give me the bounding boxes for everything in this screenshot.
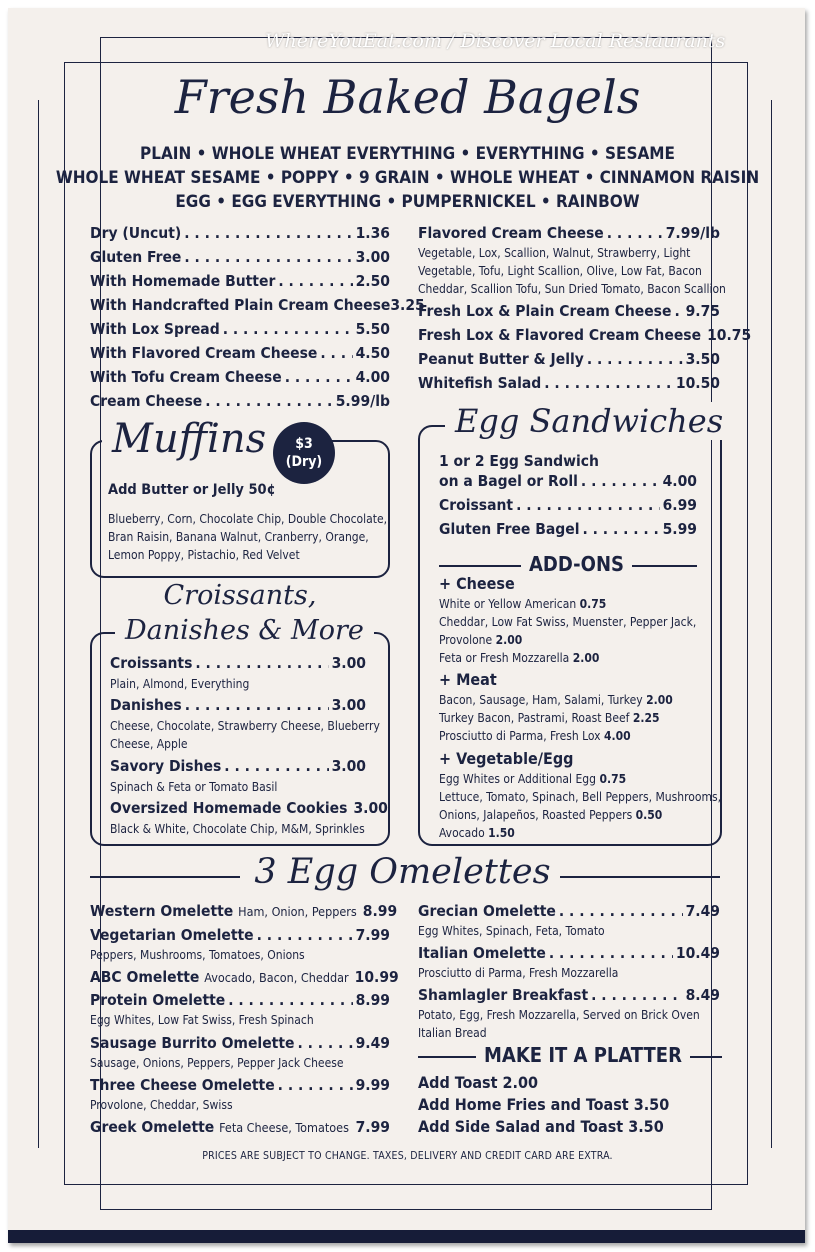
page-title: Fresh Baked Bagels [174,70,641,124]
addon-price: 2.00 [572,651,600,665]
item-price: 10.75 [707,326,752,344]
flavored-desc-3: Cheddar, Scallion Tofu, Sun Dried Tomato, Bacon Scallion [418,282,726,296]
addon-line [439,649,599,667]
item-price: 4.00 [355,368,390,386]
addon-price: 0.50 [635,808,663,822]
watermark: WhereYouEat.com / Discover Local Restaurants [265,30,726,52]
item-price: 8.99 [362,902,398,920]
menu-item [90,1034,390,1052]
addon-line [439,691,673,709]
menu-item [90,968,399,986]
addon-line [439,631,522,649]
item-price: 4.00 [662,472,697,490]
item-price: 4.50 [355,344,390,362]
menu-item [90,224,390,242]
item-desc: Potato, Egg, Fresh Mozzarella, Served on Brick Oven [418,1008,700,1022]
addon-veg-title: + Vegetable/Egg [439,749,574,768]
item-desc: Prosciutto di Parma, Fresh Mozzarella [418,966,619,980]
addon-price: 2.00 [495,633,523,647]
item-desc: Black & White, Chocolate Chip, M&M, Sprinkles [110,822,365,836]
item-name: With Lox Spread [90,320,220,338]
item-price: 3.00 [355,248,390,266]
menu-item [418,374,720,392]
item-price: 2.50 [355,272,390,290]
item-price: 7.49 [685,902,720,920]
item-name: Savory Dishes [110,757,222,775]
menu-item [90,1076,390,1094]
menu-item [90,991,390,1009]
item-price: 9.75 [685,302,720,320]
item-price: 10.49 [675,944,720,962]
menu-item [418,902,720,920]
addon-price: 0.75 [579,597,607,611]
item-price: 9.99 [355,1076,390,1094]
item-name: Greek Omelette [90,1118,215,1136]
menu-item [90,248,390,266]
menu-item [418,326,752,344]
item-price: 7.99 [355,926,390,944]
platter-title: MAKE IT A PLATTER [476,1043,690,1067]
muffins-flavors-2: Bran Raisin, Banana Walnut, Cranberry, Orange, [108,530,369,544]
item-desc: Italian Bread [418,1026,487,1040]
item-price: 3.00 [353,799,388,817]
item-name: Sausage Burrito Omelette [90,1034,295,1052]
addon-line: Lettuce, Tomato, Spinach, Bell Peppers, Mushrooms, [439,790,722,804]
menu-item [418,350,720,368]
bottom-bar [8,1230,805,1243]
item-name: Gluten Free Bagel [439,520,580,538]
item-price: 9.49 [355,1034,390,1052]
item-name: Fresh Lox & Plain Cream Cheese [418,302,672,320]
menu-item [90,1118,390,1136]
croissants-title-1: Croissants, [163,580,317,611]
item-name: Dry (Uncut) [90,224,182,242]
menu-item [439,520,697,538]
item-price: 3.00 [331,696,366,714]
menu-item [90,392,390,410]
addon-line [439,806,662,824]
item-name: Croissant [439,496,514,514]
addon-price: 2.00 [646,693,673,707]
item-name: Danishes [110,696,182,714]
badge-label: (Dry) [285,454,323,470]
menu-item [90,344,390,362]
item-desc: Provolone, Cheddar, Swiss [90,1098,233,1112]
item-name: With Homemade Butter [90,272,276,290]
bagel-types-line-3: EGG • EGG EVERYTHING • PUMPERNICKEL • RAINBOW [175,192,640,212]
flavored-desc-1: Vegetable, Lox, Scallion, Walnut, Strawberry, Light [418,246,691,260]
item-name: Fresh Lox & Flavored Cream Cheese [418,326,702,344]
addon-meat-title: + Meat [439,670,497,689]
item-price: 5.50 [355,320,390,338]
item-desc: Egg Whites, Spinach, Feta, Tomato [418,924,605,938]
item-inline-desc: Feta Cheese, Tomatoes [219,1120,349,1135]
item-name: Oversized Homemade Cookies [110,799,348,817]
item-name: With Tofu Cream Cheese [90,368,282,386]
addon-text: Turkey Bacon, Pastrami, Roast Beef [439,711,630,725]
menu-item [110,696,366,714]
flavored-desc-2: Vegetable, Tofu, Light Scallion, Olive, Low Fat, Bacon [418,264,702,278]
item-desc: Egg Whites, Low Fat Swiss, Fresh Spinach [90,1013,314,1027]
menu-item [110,757,366,775]
croissants-title-2: Danishes & More [115,615,374,646]
muffins-addon: Add Butter or Jelly 50¢ [108,482,276,498]
item-desc: Spinach & Feta or Tomato Basil [110,780,278,794]
item-desc: Cheese, Chocolate, Strawberry Cheese, Blueberry [110,719,380,733]
item-name: Croissants [110,654,193,672]
item-desc: Sausage, Onions, Peppers, Pepper Jack Cheese [90,1056,344,1070]
item-name: Grecian Omelette [418,902,556,920]
addon-line [439,770,626,788]
item-price: 10.50 [675,374,720,392]
menu-item [90,320,390,338]
addon-text: Bacon, Sausage, Ham, Salami, Turkey [439,693,643,707]
item-name: Western Omelette [90,902,234,920]
egg-sandwiches-title: Egg Sandwiches [445,402,733,440]
addon-price: 0.75 [599,772,627,786]
platter-item: Add Side Salad and Toast 3.50 [418,1117,664,1136]
addon-price: 4.00 [603,729,631,743]
addon-text: Feta or Fresh Mozzarella [439,651,570,665]
muffins-flavors-1: Blueberry, Corn, Chocolate Chip, Double Chocolate, [108,512,388,526]
muffins-flavors-3: Lemon Poppy, Pistachio, Red Velvet [108,548,300,562]
item-price: 5.99 [662,520,697,538]
item-name: Cream Cheese [90,392,203,410]
addons-title: ADD-ONS [521,552,632,576]
addon-text: White or Yellow American [439,597,577,611]
item-price: 3.50 [685,350,720,368]
omelettes-rule-right [560,876,720,878]
menu-item [90,926,390,944]
menu-item [418,302,720,320]
item-name: Vegetarian Omelette [90,926,254,944]
addon-line: Cheddar, Low Fat Swiss, Muenster, Pepper Jack, [439,615,697,629]
item-price: 5.99/lb [335,392,390,410]
bagel-types-line-2: WHOLE WHEAT SESAME • POPPY • 9 GRAIN • WHOLE WHEAT • CINNAMON RAISIN [55,168,760,188]
item-price: 7.99/lb [665,224,720,242]
menu-item [90,296,425,314]
item-price: 10.99 [354,968,399,986]
item-price: 1.36 [355,224,390,242]
menu-item [439,472,697,490]
menu-item [418,944,720,962]
platter-item: Add Toast 2.00 [418,1073,539,1092]
item-name: Three Cheese Omelette [90,1076,275,1094]
item-price: 8.49 [685,986,720,1004]
addon-text: Provolone [439,633,493,647]
addon-text: Prosciutto di Parma, Fresh Lox [439,729,601,743]
item-price: 3.00 [331,757,366,775]
item-inline-desc: Ham, Onion, Peppers [238,904,357,919]
badge-price: $3 [295,436,313,452]
addon-price: 1.50 [488,826,515,840]
item-desc: Cheese, Apple [110,737,188,751]
item-name: With Handcrafted Plain Cream Cheese [90,296,391,314]
item-name: Italian Omelette [418,944,546,962]
item-inline-desc: Avocado, Bacon, Cheddar [204,970,349,985]
item-price: 7.99 [355,1118,390,1136]
egg-sandwich-line-1: 1 or 2 Egg Sandwich [439,452,599,470]
addon-text: Onions, Jalapeños, Roasted Peppers [439,808,633,822]
menu-item [90,272,390,290]
addon-price: 2.25 [632,711,660,725]
omelettes-title: 3 Egg Omelettes [254,852,551,892]
menu-item [90,902,398,920]
addon-text: Avocado [439,826,485,840]
muffins-title: Muffins [102,416,276,462]
item-desc: Plain, Almond, Everything [110,677,250,691]
addon-text: Egg Whites or Additional Egg [439,772,597,786]
bagel-types-line-1: PLAIN • WHOLE WHEAT EVERYTHING • EVERYTHING • SESAME [140,144,675,164]
platter-item: Add Home Fries and Toast 3.50 [418,1095,670,1114]
item-price: 6.99 [662,496,697,514]
item-price: 3.00 [331,654,366,672]
item-name: ABC Omelette [90,968,200,986]
item-price: 8.99 [355,991,390,1009]
addon-line [439,709,660,727]
addon-line [439,595,606,613]
item-name: Protein Omelette [90,991,226,1009]
muffins-price-badge [273,422,335,484]
addon-line [439,824,515,842]
omelettes-rule-left [90,876,240,878]
menu-item [110,654,366,672]
item-price: 3.25 [390,296,425,314]
menu-item [90,368,390,386]
menu-item [439,496,697,514]
item-name: on a Bagel or Roll [439,472,578,490]
menu-item [418,224,720,242]
item-name: Shamlagler Breakfast [418,986,589,1004]
addon-cheese-title: + Cheese [439,574,515,593]
item-desc: Peppers, Mushrooms, Tomatoes, Onions [90,948,305,962]
item-name: Peanut Butter & Jelly [418,350,584,368]
footer-note: PRICES ARE SUBJECT TO CHANGE. TAXES, DELIVERY AND CREDIT CARD ARE EXTRA. [202,1150,613,1162]
menu-item [418,986,720,1004]
item-name: With Flavored Cream Cheese [90,344,318,362]
item-name: Gluten Free [90,248,182,266]
addon-line [439,727,631,745]
item-name: Flavored Cream Cheese [418,224,604,242]
menu-item [110,799,388,817]
item-name: Whitefish Salad [418,374,542,392]
